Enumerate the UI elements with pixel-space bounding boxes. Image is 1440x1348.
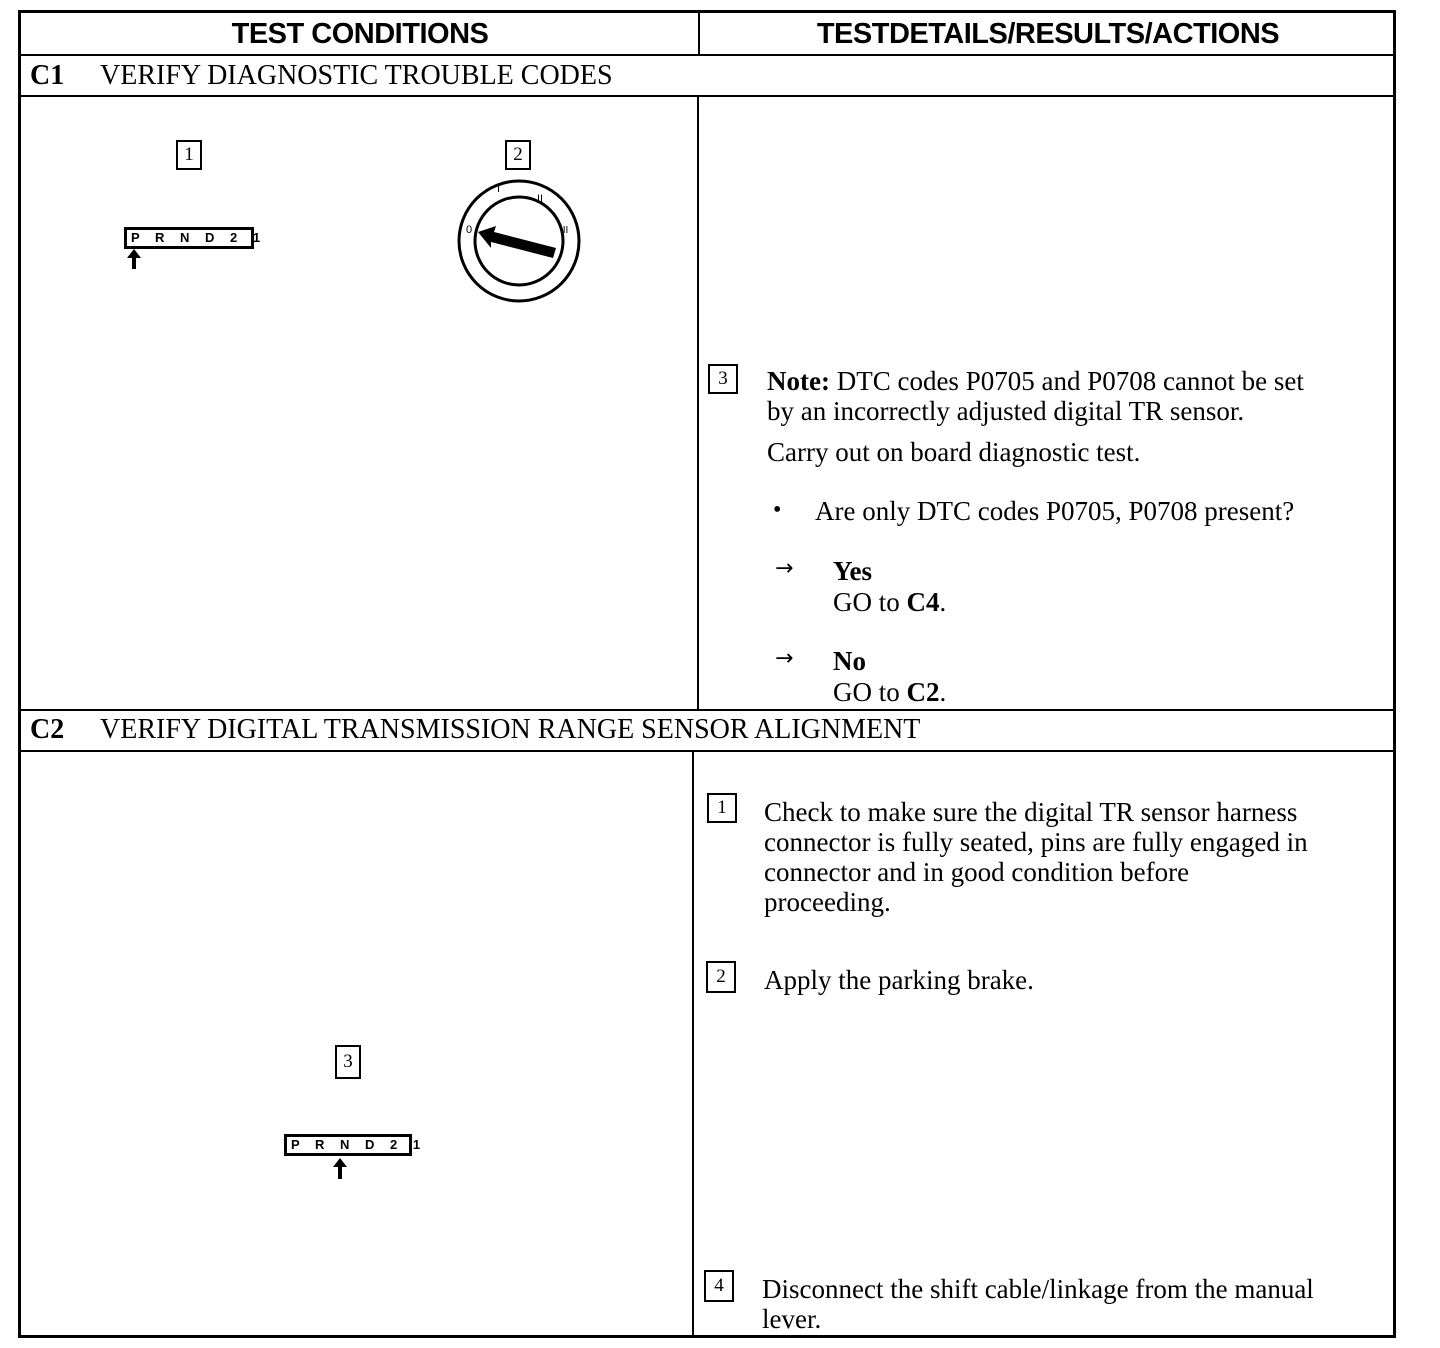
rule-c1-title bbox=[20, 95, 1396, 97]
ignition-mark-2: II bbox=[537, 193, 544, 205]
ignition-switch-icon bbox=[456, 178, 582, 304]
right-arrow-icon: → bbox=[775, 556, 794, 581]
right-arrow-icon: → bbox=[775, 646, 794, 671]
step-box-4: 4 bbox=[704, 1270, 734, 1302]
yes-label-text: Yes bbox=[833, 556, 872, 586]
note-label: Note: bbox=[767, 366, 830, 396]
bullet-icon: • bbox=[773, 497, 782, 523]
header-test-details: TESTDETAILS/RESULTS/ACTIONS bbox=[816, 18, 1280, 50]
section-c1-title bbox=[30, 58, 613, 94]
yes-label bbox=[833, 556, 872, 586]
no-target: C2 bbox=[906, 677, 940, 707]
ignition-mark-3: III bbox=[560, 225, 569, 236]
step4-line-1: Disconnect the shift cable/linkage from the manual bbox=[762, 1274, 1314, 1304]
rule-header bbox=[20, 54, 1396, 56]
step-box-2: 2 bbox=[505, 140, 531, 170]
step1-line-3: connector and in good condition before bbox=[764, 857, 1190, 887]
step-box-1: 1 bbox=[176, 140, 202, 170]
step2-text: Apply the parking brake. bbox=[764, 965, 1034, 995]
note-line-1 bbox=[767, 366, 1304, 396]
arrow-stem bbox=[132, 257, 136, 269]
rule-c2-title bbox=[20, 750, 1396, 752]
header-test-conditions: TEST CONDITIONS bbox=[231, 18, 489, 50]
rule-c2-top bbox=[20, 709, 1396, 711]
step1-line-2: connector is fully seated, pins are fully engaged in bbox=[764, 827, 1308, 857]
divider-c1 bbox=[697, 96, 699, 710]
step4-line-2: lever. bbox=[762, 1304, 822, 1334]
table-frame bbox=[18, 10, 1396, 1338]
step1-line-1: Check to make sure the digital TR sensor harness bbox=[764, 797, 1298, 827]
note-line-2: by an incorrectly adjusted digital TR sensor. bbox=[767, 396, 1245, 426]
ignition-mark-1: I bbox=[497, 183, 501, 195]
section-title: VERIFY DIAGNOSTIC TROUBLE CODES bbox=[100, 60, 613, 91]
no-label-text: No bbox=[833, 646, 866, 676]
section-code: C2 bbox=[30, 714, 65, 745]
gear-selector-indicator: P R N D 2 1 bbox=[124, 227, 254, 249]
arrow-stem bbox=[338, 1166, 342, 1179]
step-box-3: 3 bbox=[708, 364, 738, 394]
no-label bbox=[833, 646, 866, 676]
carry-out-text: Carry out on board diagnostic test. bbox=[767, 437, 1141, 467]
ignition-mark-0: 0 bbox=[466, 224, 473, 236]
divider-header bbox=[698, 12, 700, 56]
gear-selector-indicator: P R N D 2 1 bbox=[284, 1134, 412, 1156]
question-text: Are only DTC codes P0705, P0708 present? bbox=[815, 496, 1295, 526]
yes-target: C4 bbox=[906, 587, 940, 617]
section-c2-title bbox=[30, 712, 920, 748]
yes-action-text: GO to bbox=[833, 587, 907, 617]
yes-action: GO to C4. bbox=[833, 587, 947, 617]
step-box-1: 1 bbox=[707, 793, 737, 823]
note-text: DTC codes P0705 and P0708 cannot be set bbox=[829, 366, 1304, 396]
step-box-3: 3 bbox=[335, 1045, 361, 1079]
section-title: VERIFY DIGITAL TRANSMISSION RANGE SENSOR ALIGNMENT bbox=[100, 714, 921, 745]
step-box-2: 2 bbox=[706, 961, 736, 993]
no-action: GO to C2. bbox=[833, 677, 947, 707]
section-code: C1 bbox=[30, 60, 65, 91]
step1-line-4: proceeding. bbox=[764, 887, 891, 917]
divider-c2 bbox=[692, 751, 694, 1337]
no-action-text: GO to bbox=[833, 677, 907, 707]
